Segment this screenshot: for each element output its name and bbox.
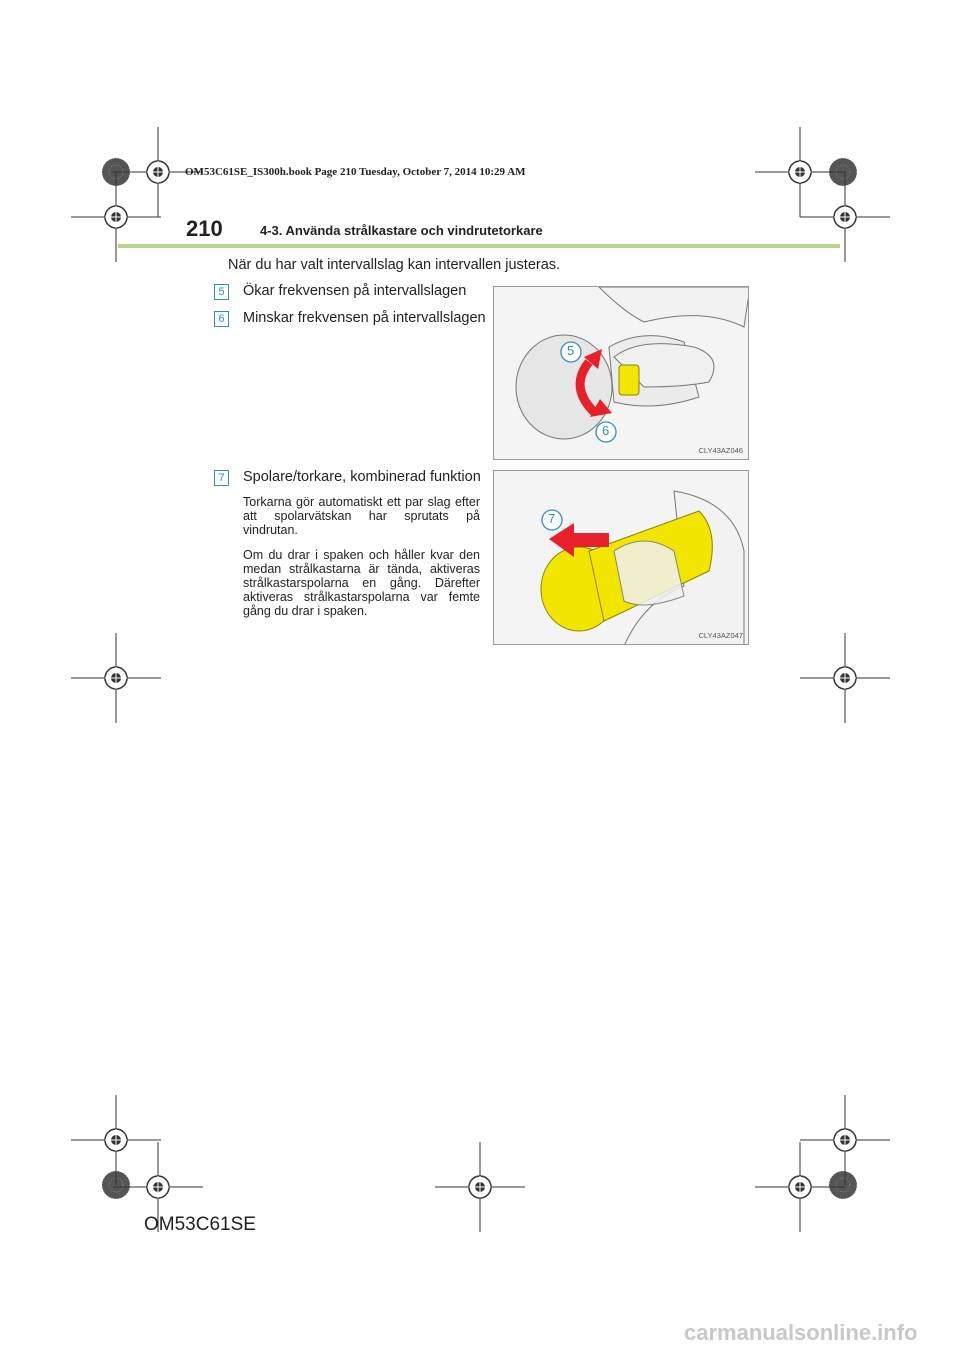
intro-text: När du har valt intervallslag kan intervallen justeras. — [228, 257, 561, 273]
step-7 — [214, 469, 481, 486]
step-text: Minskar frekvensen på intervallslagen — [243, 310, 486, 326]
watermark: carmanualsonline.info — [684, 1320, 918, 1345]
figure-code: CLY43AZ046 — [698, 446, 743, 455]
step-text: Ökar frekvensen på intervallslagen — [243, 283, 467, 299]
step-text: Spolare/torkare, kombinerad funktion — [243, 469, 481, 485]
section-title: 4-3. Använda strålkastare och vindrutetorkare — [260, 223, 543, 238]
step-badge: 6 — [214, 311, 229, 327]
description-paragraph: Torkarna gör automatiskt ett par slag efter att spolarvätskan har sprutats på vindrutan. — [243, 495, 480, 537]
step-5 — [214, 283, 466, 300]
step-badge: 5 — [214, 284, 229, 300]
header-rule — [118, 244, 840, 248]
wiper-lever-illustration — [494, 287, 749, 460]
description-paragraph: Om du drar i spaken och håller kvar den medan strålkastarna är tända, aktiveras strålkastarspolarna en gång. Därefter aktiveras strålkastarspolarna var femte gång du drar i spaken. — [243, 548, 480, 618]
callout-label: 5 — [567, 343, 575, 358]
book-info: OM53C61SE_IS300h.book Page 210 Tuesday, October 7, 2014 10:29 AM — [185, 166, 526, 178]
step-badge: 7 — [214, 470, 229, 486]
step-6 — [214, 310, 486, 327]
figure-wiper-interval — [493, 286, 749, 460]
page-number: 210 — [186, 216, 223, 241]
callout-label: 6 — [602, 423, 610, 438]
callout-label: 7 — [548, 511, 556, 526]
figure-code: CLY43AZ047 — [698, 631, 743, 640]
washer-lever-illustration — [494, 471, 749, 645]
footer-code: OM53C61SE — [144, 1214, 256, 1235]
figure-washer-wiper — [493, 470, 749, 645]
